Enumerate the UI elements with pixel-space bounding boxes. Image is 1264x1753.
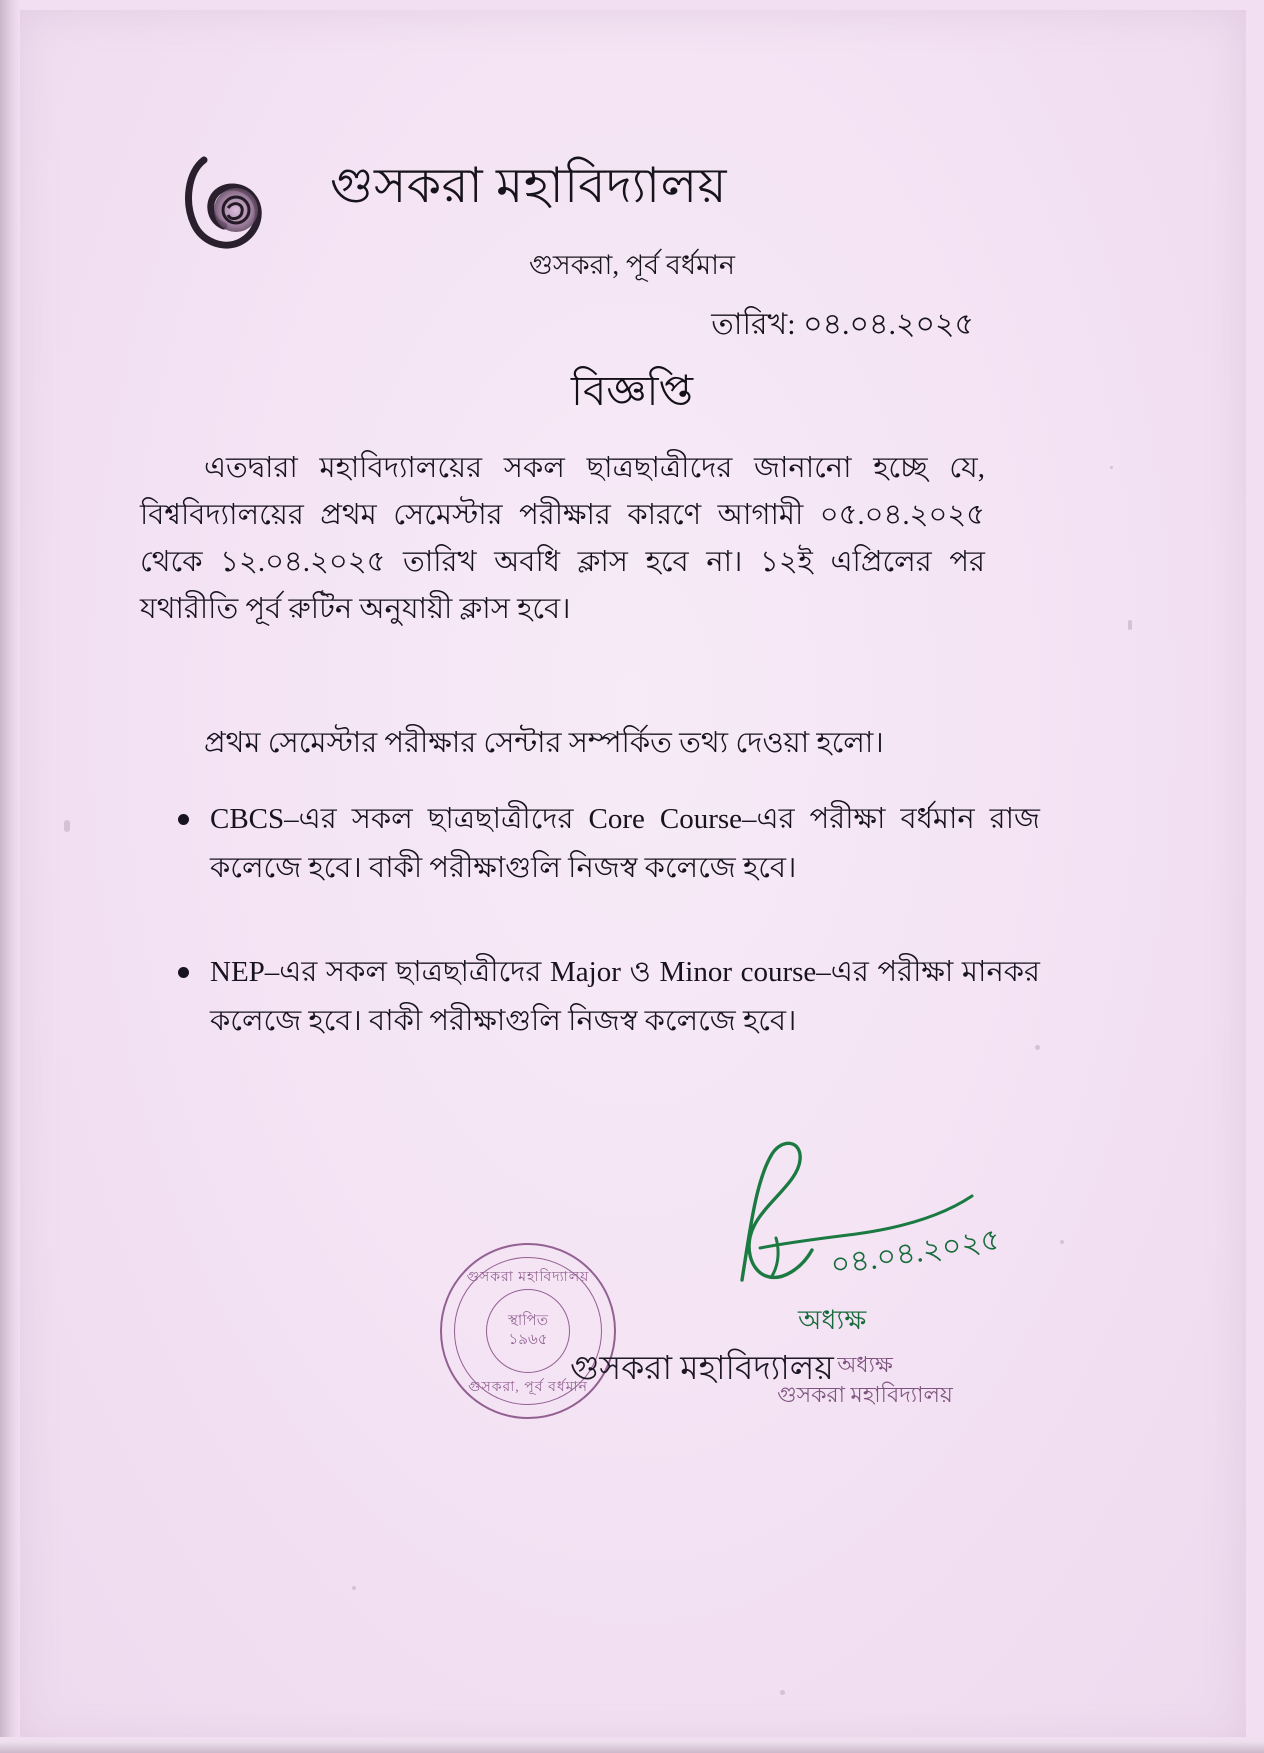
college-address: গুসকরা, পূর্ব বর্ধমান xyxy=(528,250,736,280)
seal-center-line-2: ১৯৬৫ xyxy=(508,1332,548,1348)
seal-center-line-1: স্থাপিত xyxy=(507,1313,548,1330)
seal-bottom-text: গুসকরা, পূর্ব বর্ধমান xyxy=(468,1380,588,1395)
scan-speck xyxy=(1060,1240,1064,1244)
notice-paragraph-1: এতদ্বারা মহাবিদ্যালয়ের সকল ছাত্রছাত্রীদের জানানো হচ্ছে যে, বিশ্ববিদ্যালয়ের প্রথম সেমেস্টার পরীক্ষার কারণে আগামী ০৫.০৪.২০২৫ থেকে ১২.০৪.২০২৫ তারিখ অবধি ক্লাস হবে না। ১২ই এপ্রিলের পর যথারীতি পূর্ব রুটিন অনুযায়ী ক্লাস হবে। xyxy=(140,452,985,625)
college-name: গুসকরা মহাবিদ্যালয় xyxy=(330,158,728,213)
list-item: CBCS–এর সকল ছাত্রছাত্রীদের Core Course–এর পরীক্ষা বর্ধমান রাজ কলেজে হবে। বাকী পরীক্ষাগুলি নিজস্ব কলেজে হবে। xyxy=(210,795,1040,892)
principal-stamp-line-2: গুসকরা মহাবিদ্যালয় xyxy=(777,1381,953,1407)
scan-speck xyxy=(352,1586,356,1590)
principal-stamp-line-1: অধ্যক্ষ xyxy=(837,1352,893,1377)
scan-speck xyxy=(1035,1045,1040,1050)
college-monogram-icon xyxy=(178,150,274,258)
scan-speck xyxy=(64,820,70,832)
seal-top-text: গুসকরা মহাবিদ্যালয় xyxy=(466,1270,590,1285)
scan-speck xyxy=(780,1690,785,1695)
list-item: NEP–এর সকল ছাত্রছাত্রীদের Major ও Minor course–এর পরীক্ষা মানকর কলেজে হবে। বাকী পরীক্ষাগুলি নিজস্ব কলেজে হবে। xyxy=(210,948,1040,1045)
notice-bullet-list xyxy=(160,795,1040,1102)
signature-date: ০৪.০৪.২০২৫ xyxy=(828,1222,1003,1283)
signature-label: অধ্যক্ষ xyxy=(798,1305,867,1335)
principal-stamp xyxy=(745,1350,985,1409)
notice-date: তারিখ: ০৪.০৪.২০২৫ xyxy=(711,308,974,341)
page-title: বিজ্ঞপ্তি xyxy=(570,369,694,415)
principal-college-line: গুসকরা মহাবিদ্যালয় xyxy=(570,1351,834,1387)
notice-paragraph-2: প্রথম সেমেস্টার পরীক্ষার সেন্টার সম্পর্কিত তথ্য দেওয়া হলো। xyxy=(204,727,884,759)
scan-speck xyxy=(1128,620,1132,630)
scan-speck xyxy=(1110,466,1113,469)
